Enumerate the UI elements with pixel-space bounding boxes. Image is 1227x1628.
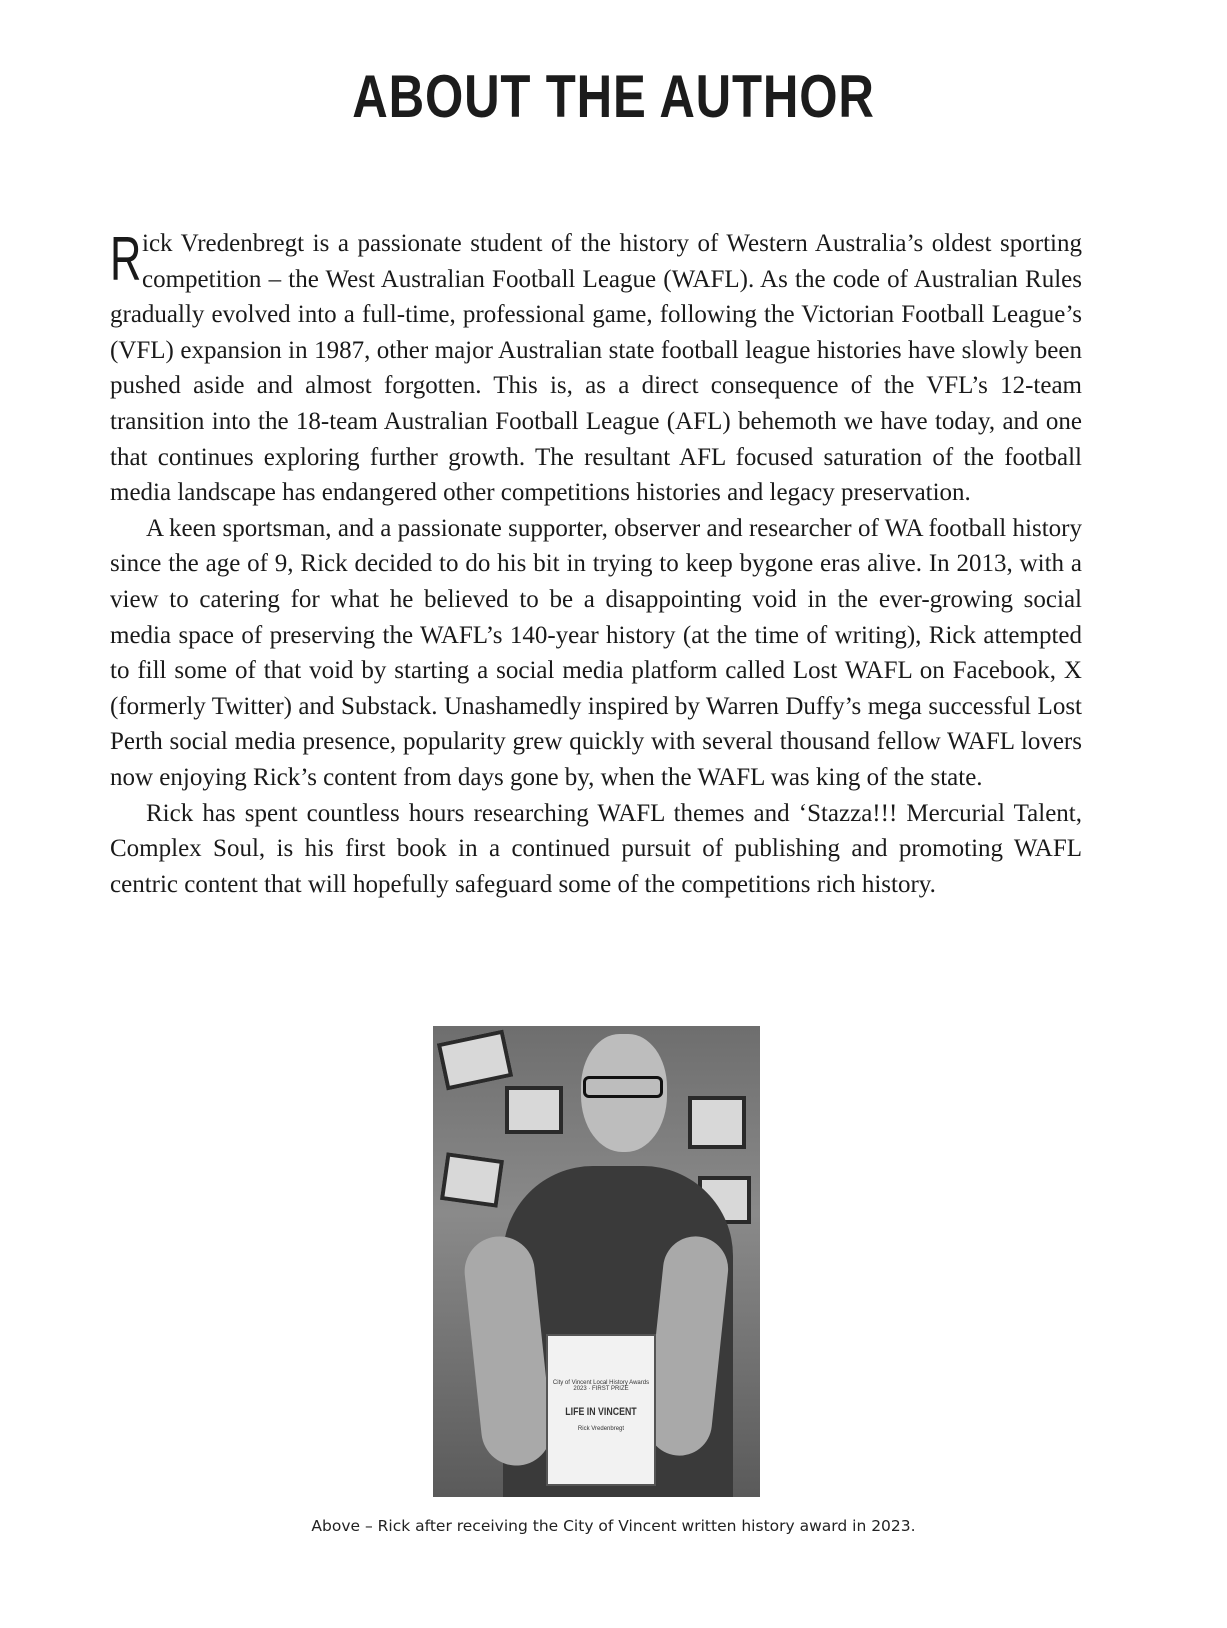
author-photo — [433, 1026, 760, 1497]
bio-paragraph-3: Rick has spent countless hours researching WAFL themes and ‘Stazza!!! Mercurial Talent, Complex Soul, is his first book in a continued pursuit of publishing and promoting WAFL centric content that will hopefully safeguard some of the competitions rich history. — [110, 799, 1082, 898]
wall-frame — [440, 1152, 504, 1208]
author-bio — [110, 226, 1082, 902]
drop-cap: R — [110, 225, 142, 294]
wall-frame — [688, 1096, 746, 1149]
certificate-subtitle: City of Vincent Local History Awards 2023 · FIRST PRIZE — [552, 1380, 650, 1392]
bio-paragraph-1-text: ick Vredenbregt is a passionate student of the history of Western Australia’s oldest sporting competition – the West Australian Football League (WAFL). As the code of Australian Rules gradually evolved into a full-time, professional game, following the Victorian Football League’s (VFL) expansion in 1987, other major Australian state football league histories have slowly been pushed aside and almost forgotten. This is, as a direct consequence of the VFL’s 12-team transition into the 18-team Australian Football League (AFL) behemoth we have today, and one that continues exploring further growth. The resultant AFL focused saturation of the football media landscape has endangered other competitions histories and legacy preservation. — [110, 230, 1082, 507]
certificate-name: Rick Vredenbregt — [577, 1426, 625, 1432]
page-title: ABOUT THE AUTHOR — [352, 63, 875, 130]
bio-paragraph-1 — [110, 226, 1082, 511]
wall-frame — [437, 1029, 513, 1090]
award-certificate — [546, 1334, 656, 1486]
glasses — [583, 1076, 663, 1098]
wall-frame — [505, 1086, 563, 1134]
certificate-title: LIFE IN VINCENT — [565, 1406, 637, 1418]
bio-paragraph-2: A keen sportsman, and a passionate supporter, observer and researcher of WA football history since the age of 9, Rick decided to do his bit in trying to keep bygone eras alive. In 2013, with a view to catering for what he believed to be a disappointing void in the ever-growing social media space of preserving the WAFL’s 140-year history (at the time of writing), Rick attempted to fill some of that void by starting a social media platform called Lost WAFL on Facebook, X (formerly Twitter) and Substack. Unashamedly inspired by Warren Duffy’s mega successful Lost Perth social media presence, popularity grew quickly with several thousand fellow WAFL lovers now enjoying Rick’s content from days gone by, when the WAFL was king of the state. — [110, 514, 1082, 791]
photo-caption: Above – Rick after receiving the City of Vincent written history award in 2023. — [311, 1517, 916, 1535]
